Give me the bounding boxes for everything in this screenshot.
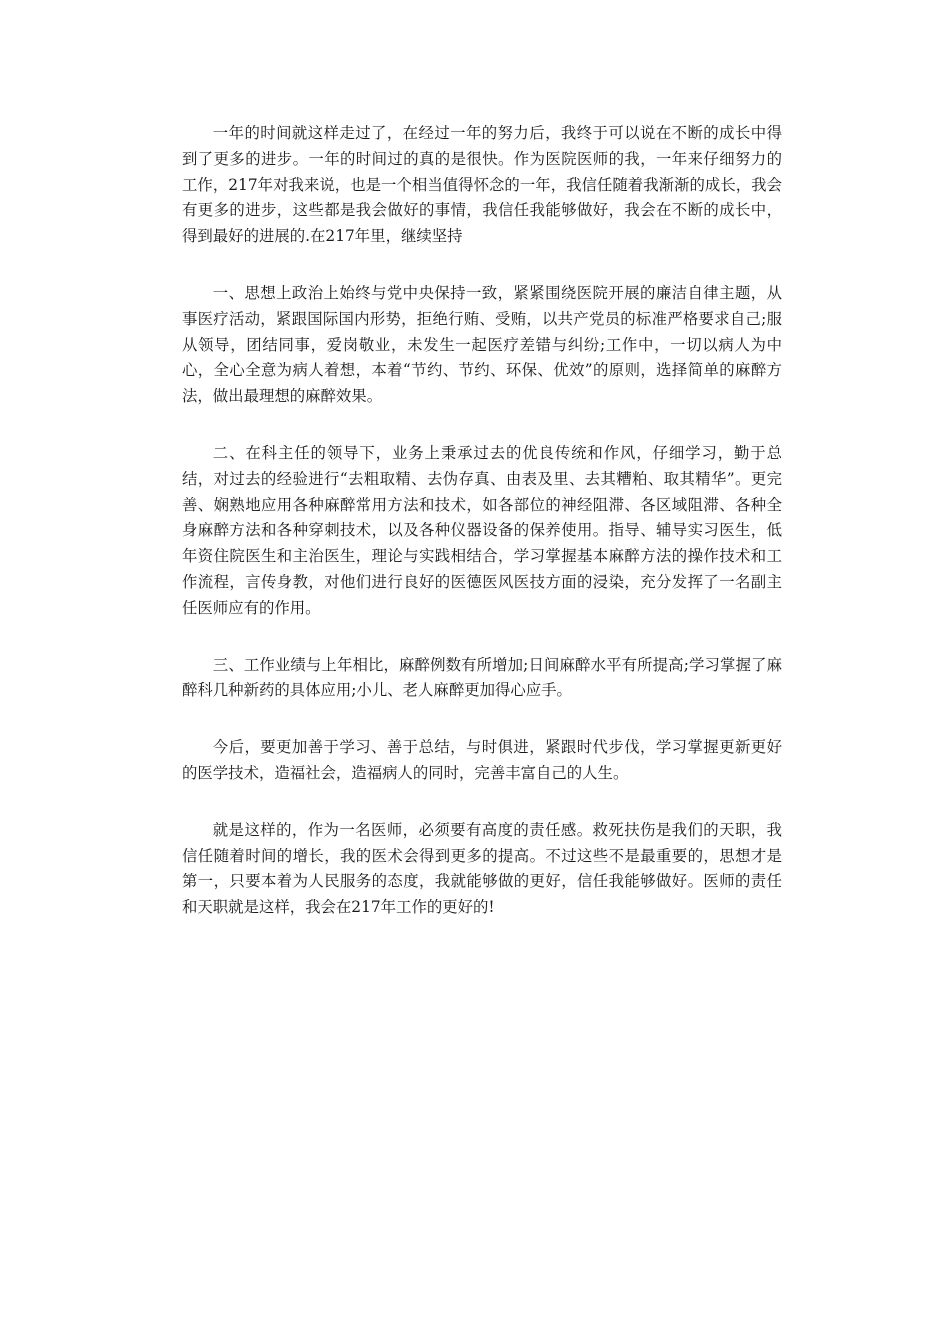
paragraph-point-two: 二、在科主任的领导下，业务上秉承过去的优良传统和作风，仔细学习，勤于总结，对过去的经验进行“去粗取精、去伪存真、由表及里、去其糟粕、取其精华”。更完善、娴熟地应用各种麻醉常用方法和技术，如各部位的神经阻滞、各区域阻滞、各种全身麻醉方法和各种穿刺技术，以及各种仪器设备的保养使用。指导、辅导实习医生，低年资住院医生和主治医生，理论与实践相结合，学习掌握基本麻醉方法的操作技术和工作流程，言传身教，对他们进行良好的医德医风医技方面的浸染，充分发挥了一名副主任医师应有的作用。 [182,443,782,617]
document-body [182,121,782,952]
paragraph-point-one: 一、思想上政治上始终与党中央保持一致，紧紧围绕医院开展的廉洁自律主题，从事医疗活动，紧跟国际国内形势，拒绝行贿、受贿，以共产党员的标准严格要求自己;服从领导，团结同事，爱岗敬业，未发生一起医疗差错与纠纷;工作中，一切以病人为中心，全心全意为病人着想，本着“节约、节约、环保、优效”的原则，选择简单的麻醉方法，做出最理想的麻醉效果。 [182,283,782,406]
paragraph-future: 今后，要更加善于学习、善于总结，与时俱进，紧跟时代步伐，学习掌握更新更好的医学技术，造福社会，造福病人的同时，完善丰富自己的人生。 [182,738,782,782]
paragraph-intro: 一年的时间就这样走过了，在经过一年的努力后，我终于可以说在不断的成长中得到了更多的进步。一年的时间过的真的是很快。作为医院医师的我，一年来仔细努力的工作，217年对我来说，也是一个相当值得怀念的一年，我信任随着我渐渐的成长，我会有更多的进步，这些都是我会做好的事情，我信任我能够做好，我会在不断的成长中，得到最好的进展的.在217年里，继续坚持 [182,124,782,246]
paragraph-conclusion: 就是这样的，作为一名医师，必须要有高度的责任感。救死扶伤是我们的天职，我信任随着时间的增长，我的医术会得到更多的提高。不过这些不是最重要的，思想才是第一，只要本着为人民服务的态度，我就能够做的更好，信任我能够做好。医师的责任和天职就是这样，我会在217年工作的更好的! [182,820,782,917]
paragraph-point-three: 三、工作业绩与上年相比，麻醉例数有所增加;日间麻醉水平有所提高;学习掌握了麻醉科几种新药的具体应用;小儿、老人麻醉更加得心应手。 [182,655,782,700]
